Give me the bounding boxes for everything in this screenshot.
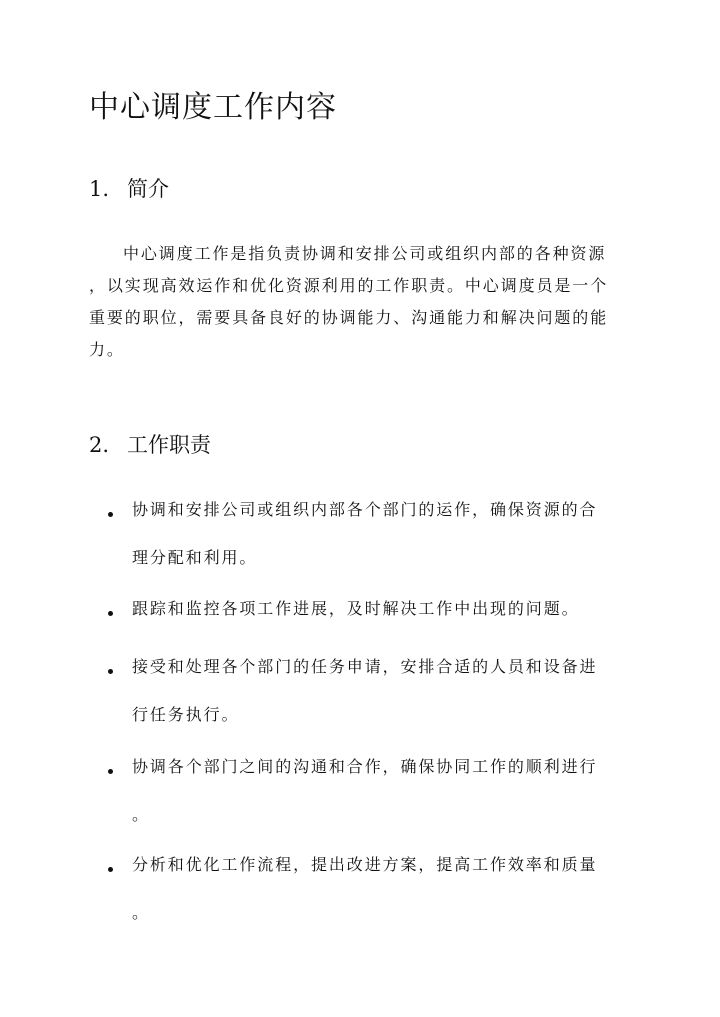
paragraph-line: 重要的职位，需要具备良好的协调能力、沟通能力和解决问题的能 — [89, 308, 609, 327]
list-item-line: 协调和安排公司或组织内部各个部门的运作，确保资源的合 — [132, 500, 598, 519]
bullet-dot-icon — [108, 867, 113, 872]
section-title: 工作职责 — [127, 433, 211, 457]
list-item-line: 行任务执行。 — [132, 705, 240, 724]
bullet-dot-icon — [108, 669, 113, 674]
list-item-text — [132, 498, 632, 594]
list-item-text — [132, 755, 632, 851]
list-item-line: 接受和处理各个部门的任务申请，安排合适的人员和设备进 — [132, 657, 598, 676]
section-number: 2. — [89, 433, 110, 457]
list-item-line: 理分配和利用。 — [132, 548, 258, 567]
document-title: 中心调度工作内容 — [89, 90, 337, 125]
paragraph-line: 中心调度工作是指负责协调和安排公司或组织内部的各种资源 — [123, 244, 607, 263]
bullet-dot-icon — [108, 611, 113, 616]
list-item-line: 协调各个部门之间的沟通和合作，确保协同工作的顺利进行 — [132, 757, 598, 776]
bullet-dot-icon — [108, 512, 113, 517]
section-title: 简介 — [127, 177, 169, 201]
list-item-line: 跟踪和监控各项工作进展，及时解决工作中出现的问题。 — [132, 599, 580, 618]
section-heading-intro — [89, 174, 169, 204]
section-number: 1. — [89, 177, 110, 201]
list-item-line: 。 — [132, 903, 150, 922]
bullet-dot-icon — [108, 769, 113, 774]
list-item-line: 。 — [132, 805, 150, 824]
paragraph-line: ，以实现高效运作和优化资源利用的工作职责。中心调度员是一个 — [89, 276, 609, 295]
list-item-text — [132, 655, 632, 751]
list-item-text — [132, 853, 632, 949]
list-item-text — [132, 597, 632, 645]
list-item-line: 分析和优化工作流程，提出改进方案，提高工作效率和质量 — [132, 855, 598, 874]
section-heading-duties — [89, 430, 211, 460]
paragraph-line: 力。 — [89, 340, 125, 359]
intro-paragraph — [89, 238, 634, 366]
